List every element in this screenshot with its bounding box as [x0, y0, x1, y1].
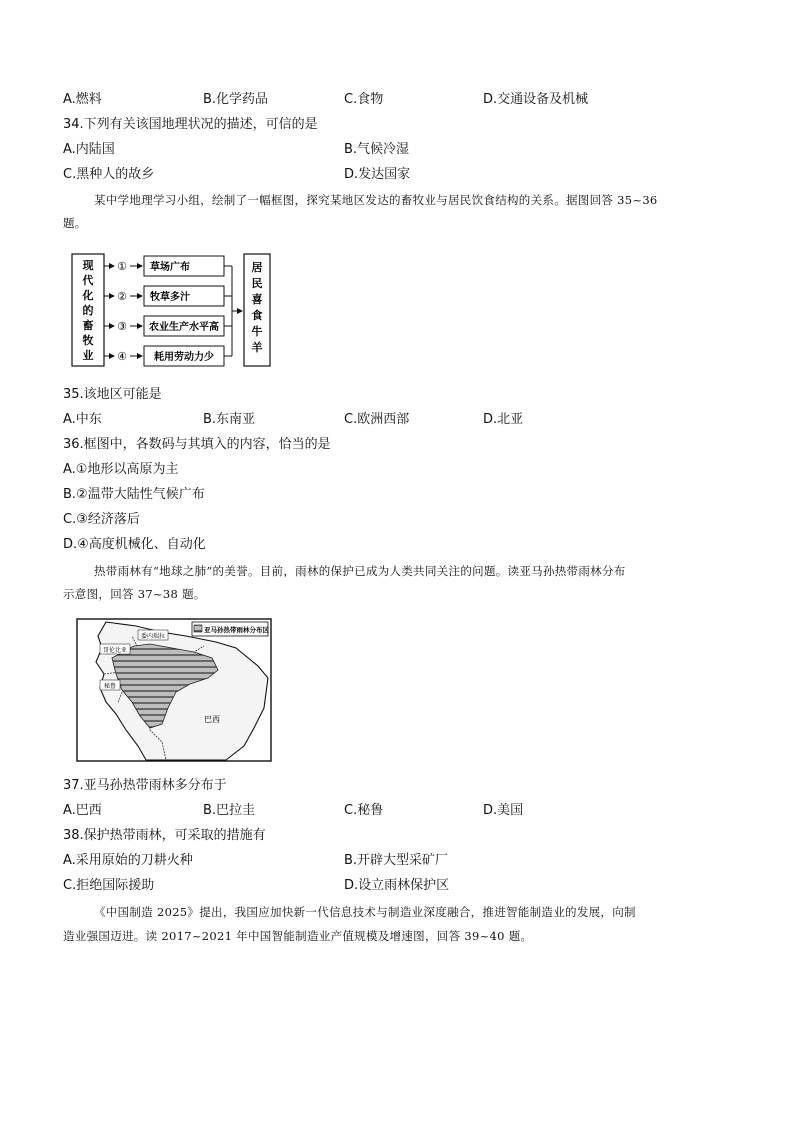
svg-text:居: 居	[251, 261, 263, 274]
q36-option-c[interactable]: C.③经济落后	[63, 512, 140, 527]
svg-text:化: 化	[82, 289, 94, 302]
q38-stem: 38.保护热带雨林，可采取的措施有	[63, 828, 266, 843]
q38-option-a[interactable]: A.采用原始的刀耕火种	[63, 853, 193, 868]
q36-option-d[interactable]: D.④高度机械化、自动化	[63, 537, 206, 552]
svg-text:业: 业	[82, 349, 94, 362]
passage-37-38-line1: 热带雨林有“地球之肺”的美誉。目前，雨林的保护已成为人类共同关注的问题。读亚马孙热带雨林分布	[94, 564, 626, 578]
q34-option-c[interactable]: C.黑种人的故乡	[63, 167, 155, 182]
q34-option-d[interactable]: D.发达国家	[344, 167, 411, 182]
diagram-left-label	[82, 258, 95, 362]
diagram-box-1: 草场广布	[150, 262, 190, 273]
map-label-brazil: 巴西	[204, 715, 220, 724]
q35-option-c[interactable]: C.欧洲西部	[344, 412, 410, 427]
q37-stem: 37.亚马孙热带雨林多分布于	[63, 778, 227, 793]
q33-option-d[interactable]: D.交通设备及机械	[483, 92, 589, 107]
q33-option-b[interactable]: B.化学药品	[203, 92, 269, 107]
q37-option-a[interactable]: A.巴西	[63, 803, 102, 818]
svg-text:喜: 喜	[251, 293, 263, 306]
diagram-right-label	[252, 260, 263, 354]
q34-option-b[interactable]: B.气候冷湿	[344, 142, 410, 157]
q36-option-a[interactable]: A.①地形以高原为主	[63, 462, 179, 477]
diagram-box-4: 耗用劳动力少	[154, 352, 214, 363]
q35-option-d[interactable]: D.北亚	[483, 412, 524, 427]
map-legend-label: 亚马孙热带雨林分布区	[204, 626, 269, 634]
svg-text:畜: 畜	[82, 319, 94, 332]
q37-option-d[interactable]: D.美国	[483, 803, 524, 818]
q38-option-b[interactable]: B.开辟大型采矿厂	[344, 853, 449, 868]
q38-option-d[interactable]: D.设立雨林保护区	[344, 878, 450, 893]
q37-option-c[interactable]: C.秘鲁	[344, 803, 384, 818]
map-label-colombia: 哥伦比亚	[102, 647, 128, 654]
q34-option-a[interactable]: A.内陆国	[63, 142, 115, 157]
diagram-number-3: ③	[117, 320, 127, 333]
diagram-number-1: ①	[117, 260, 127, 273]
svg-text:羊: 羊	[251, 341, 263, 354]
q33-option-a[interactable]: A.燃料	[63, 92, 102, 107]
svg-text:牛: 牛	[251, 325, 263, 338]
diagram-number-4: ④	[117, 350, 127, 363]
q37-option-b[interactable]: B.巴拉圭	[203, 803, 256, 818]
q35-option-b[interactable]: B.东南亚	[203, 412, 256, 427]
q34-stem: 34.下列有关该国地理状况的描述，可信的是	[63, 117, 318, 132]
svg-text:民: 民	[251, 277, 263, 290]
passage-35-36-line1: 某中学地理学习小组，绘制了一幅框图，探究某地区发达的畜牧业与居民饮食结构的关系。据图回答 35~36	[94, 193, 658, 207]
amazon-rainforest-map	[76, 618, 272, 762]
q35-option-a[interactable]: A.中东	[63, 412, 102, 427]
diagram-number-2: ②	[117, 290, 127, 303]
q38-option-c[interactable]: C.拒绝国际援助	[63, 878, 155, 893]
passage-39-40-line1: 《中国制造 2025》提出，我国应加快新一代信息技术与制造业深度融合，推进智能制造业的发展，向制	[94, 905, 636, 919]
q33-option-c[interactable]: C.食物	[344, 92, 384, 107]
passage-39-40-line2: 造业强国迈进。读 2017~2021 年中国智能制造业产值规模及增速图，回答 39~40 题。	[63, 929, 533, 943]
svg-text:现: 现	[82, 259, 94, 272]
q36-stem: 36.框图中，各数码与其填入的内容，恰当的是	[63, 437, 331, 452]
diagram-box-3: 农业生产水平高	[149, 322, 219, 333]
map-label-venezuela: 委内瑞拉	[140, 633, 166, 640]
svg-text:的: 的	[82, 304, 94, 317]
passage-35-36-line2: 题。	[63, 216, 87, 230]
q36-option-b[interactable]: B.②温带大陆性气候广布	[63, 487, 205, 502]
svg-text:代: 代	[82, 274, 94, 287]
passage-37-38-line2: 示意图，回答 37~38 题。	[63, 587, 206, 601]
q35-stem: 35.该地区可能是	[63, 387, 162, 402]
map-label-peru: 秘鲁	[103, 683, 117, 690]
svg-text:食: 食	[251, 309, 263, 322]
diagram-box-2: 牧草多汁	[150, 292, 190, 303]
livestock-diet-diagram	[70, 250, 275, 370]
svg-text:牧: 牧	[82, 334, 94, 347]
